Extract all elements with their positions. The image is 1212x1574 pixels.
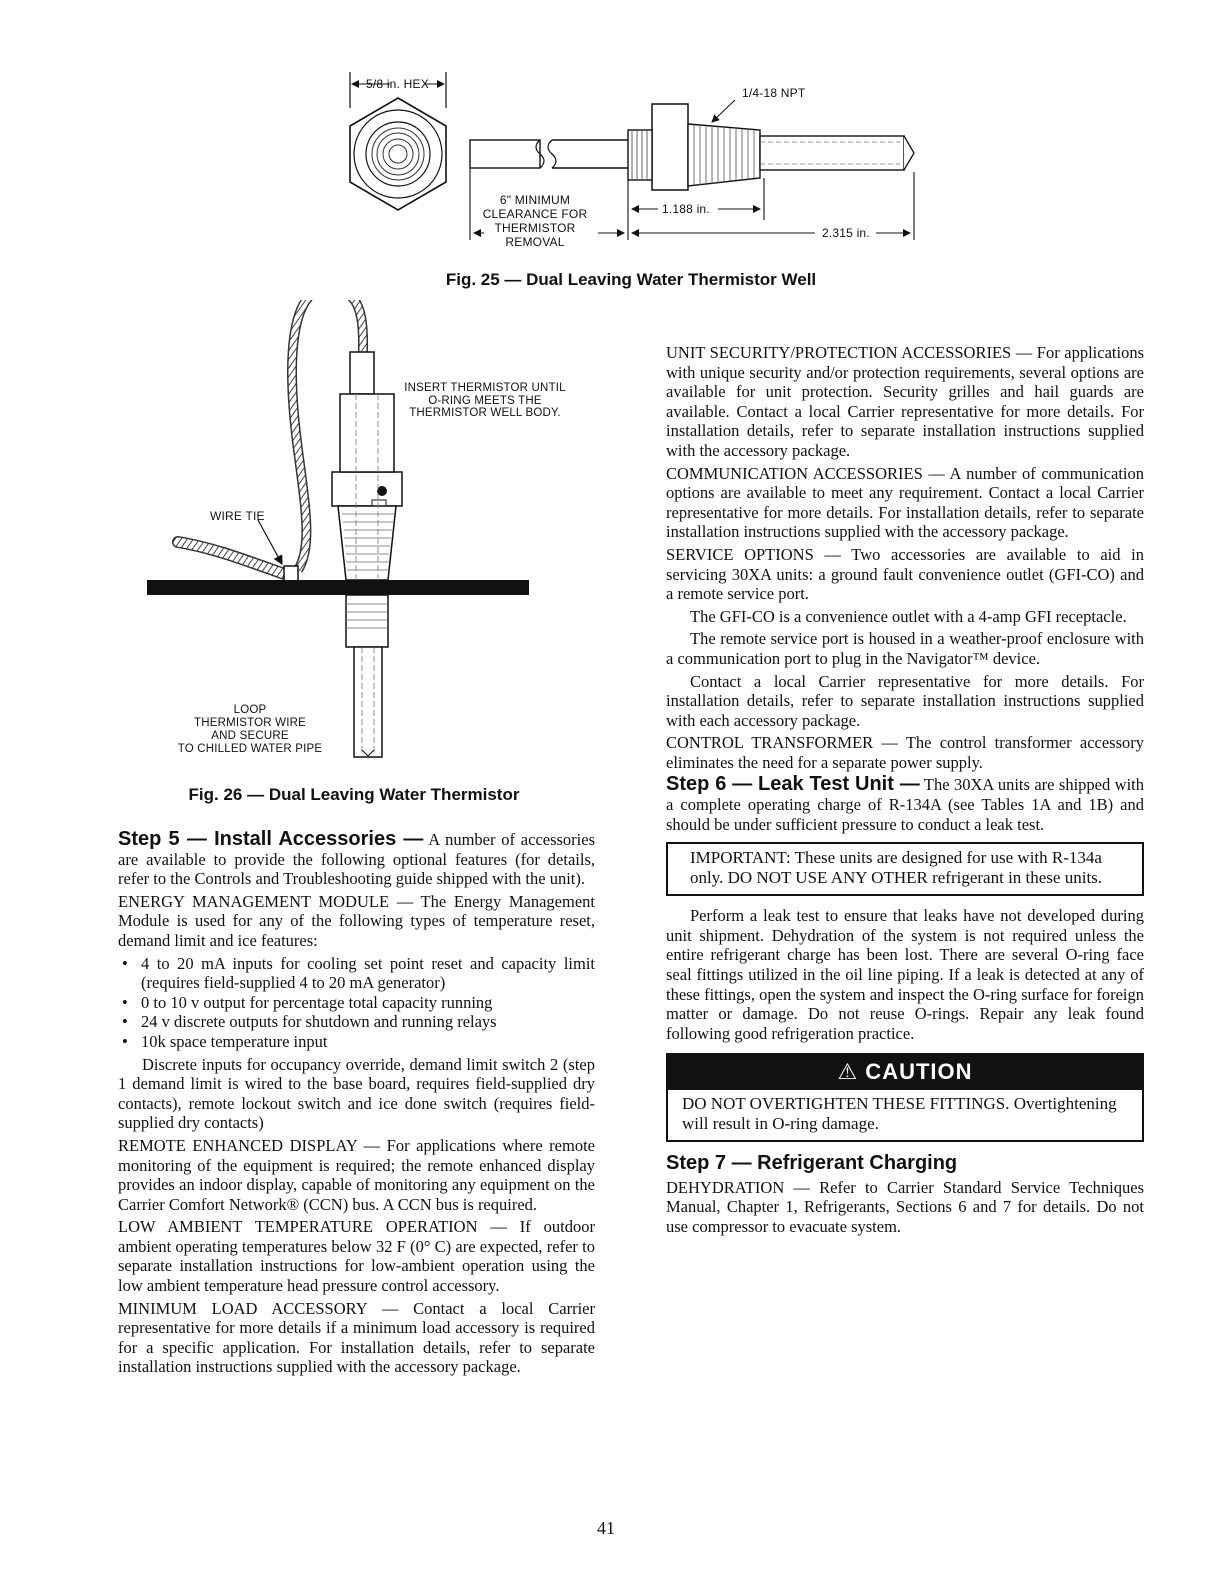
thermistor-well-drawing [0,0,1212,300]
dim-2315-label: 2.315 in. [822,226,870,240]
dehydration-paragraph: DEHYDRATION — Refer to Carrier Standard Service Techniques Manual, Chapter 1, Refrigerants, Sections 6 and 7 for details. Do not use compressor to evacuate system. [666,1177,1144,1236]
loop-thermistor-label: LOOP THERMISTOR WIRE AND SECURE TO CHILLED WATER PIPE [177,704,323,755]
caution-box [666,1053,1144,1142]
control-transformer-paragraph: CONTROL TRANSFORMER — The control transformer accessory eliminates the need for a separate power supply. [666,733,1144,772]
list-item: • 0 to 10 v output for percentage total capacity running [118,993,595,1013]
list-item: • 4 to 20 mA inputs for cooling set point reset and capacity limit (requires field-supplied 4 to 20 mA generator) [118,954,595,993]
clearance-label: 6" MINIMUM CLEARANCE FOR THERMISTOR REMOVAL [482,193,588,249]
npt-label: 1/4-18 NPT [742,86,806,100]
low-ambient-paragraph: LOW AMBIENT TEMPERATURE OPERATION — If outdoor ambient operating temperatures below 32 F (0° C) are expected, refer to separate installation instructions for low-ambient operation using the low ambient temperature head pressure control accessory. [118,1217,595,1296]
important-notice-box [666,842,1144,896]
gfico-paragraph: The GFI-CO is a convenience outlet with a 4-amp GFI receptacle. [690,606,1127,626]
dim-1188-label: 1.188 in. [662,202,710,216]
energy-management-paragraph: ENERGY MANAGEMENT MODULE — The Energy Management Module is used for any of the following types of temperature reset, demand limit and ice features: [118,891,595,950]
service-options-paragraph: SERVICE OPTIONS — Two accessories are available to aid in servicing 30XA units: a ground fault convenience outlet (GFI-CO) and a remote service port. [666,544,1144,604]
communication-paragraph: COMMUNICATION ACCESSORIES — A number of communication options are available to meet any requirement. Contact a local Carrier representative for more details. For installation details, refer to separate installation instructions supplied with the accessory package. [666,463,1144,542]
step5-intro: A number of accessories are available to provide the following optional features (for details, refer to the Controls and Troubleshooting guide shipped with the unit). [118,830,596,889]
minimum-load-paragraph: MINIMUM LOAD ACCESSORY — Contact a local Carrier representative for more details if a minimum load accessory is required for a specific application. For installation details, refer to separate installation instructions supplied with the accessory package. [118,1298,595,1377]
step6-paragraph [666,775,1144,834]
fig25-caption: Fig. 25 — Dual Leaving Water Thermistor Well [445,270,817,289]
important-notice-text: IMPORTANT: These units are designed for use with R-134a only. DO NOT USE ANY OTHER refrigerant in these units. [690,848,1103,888]
step6-heading: Step 6 — Leak Test Unit — [666,773,920,796]
step7-heading: Step 7 — Refrigerant Charging [666,1152,958,1174]
discrete-inputs-paragraph: Discrete inputs for occupancy override, demand limit switch 2 (step 1 demand limit is wired to the base board, requires field-supplied dry contacts), remote lockout switch and ice done switch (requires field-supplied dry contacts) [118,1054,595,1133]
insert-thermistor-label: INSERT THERMISTOR UNTIL O-RING MEETS THE THERMISTOR WELL BODY. [404,382,566,419]
remote-port-paragraph: The remote service port is housed in a weather-proof enclosure with a communication port to plug in the Navigator™ device. [666,629,1144,668]
list-item: • 10k space temperature input [118,1032,595,1052]
emm-feature-list [118,954,595,1052]
contact-paragraph: Contact a local Carrier representative for more details. For installation details, refer to separate installation instructions supplied with each accessory package. [666,671,1144,730]
caution-text: DO NOT OVERTIGHTEN THESE FITTINGS. Overtightening will result in O-ring damage. [682,1094,1117,1133]
leak-test-paragraph: Perform a leak test to ensure that leaks have not developed during unit shipment. Dehydration of the system is not required unless the entire refrigerant charge has been lost. There are several O-ring face seal fittings utilized in the oil line piping. If a leak is detected at any of these fittings, open the system and inspect the O-ring surface for foreign matter or damage. Do not reuse O-rings. Repair any leak found following good refrigeration practice. [666,906,1144,1043]
step5-paragraph [118,830,595,889]
left-text-column [118,830,595,1380]
remote-display-paragraph: REMOTE ENHANCED DISPLAY — For applications where remote monitoring of the equipment is required; the remote enhanced display provides an indoor display, capable of monitoring any equipment on the Carrier Comfort Network® (CCN) bus. A CCN bus is required. [118,1135,595,1214]
unit-security-paragraph: UNIT SECURITY/PROTECTION ACCESSORIES — For applications with unique security and/or protection requirements, several options are available for unit protection. Security grilles and hail guards are available. Contact a local Carrier representative for more details. For installation details, refer to separate installation instructions supplied with the accessory package. [666,343,1144,460]
page-number: 41 [597,1518,615,1538]
hex-label: 5/8 in. HEX [366,77,429,91]
right-text-column [666,343,1144,1239]
fig26-caption: Fig. 26 — Dual Leaving Water Thermistor [188,785,520,804]
step5-heading: Step 5 — Install Accessories — [118,828,424,850]
list-item: • 24 v discrete outputs for shutdown and running relays [118,1012,595,1032]
step6-intro: The 30XA units are shipped with a complete operating charge of R-134A (see Tables 1A and 1B) and should be under sufficient pressure to conduct a leak test. [666,775,1145,834]
caution-header: ⚠ CAUTION [668,1055,1142,1090]
wire-tie-label: WIRE TIE [210,509,265,523]
